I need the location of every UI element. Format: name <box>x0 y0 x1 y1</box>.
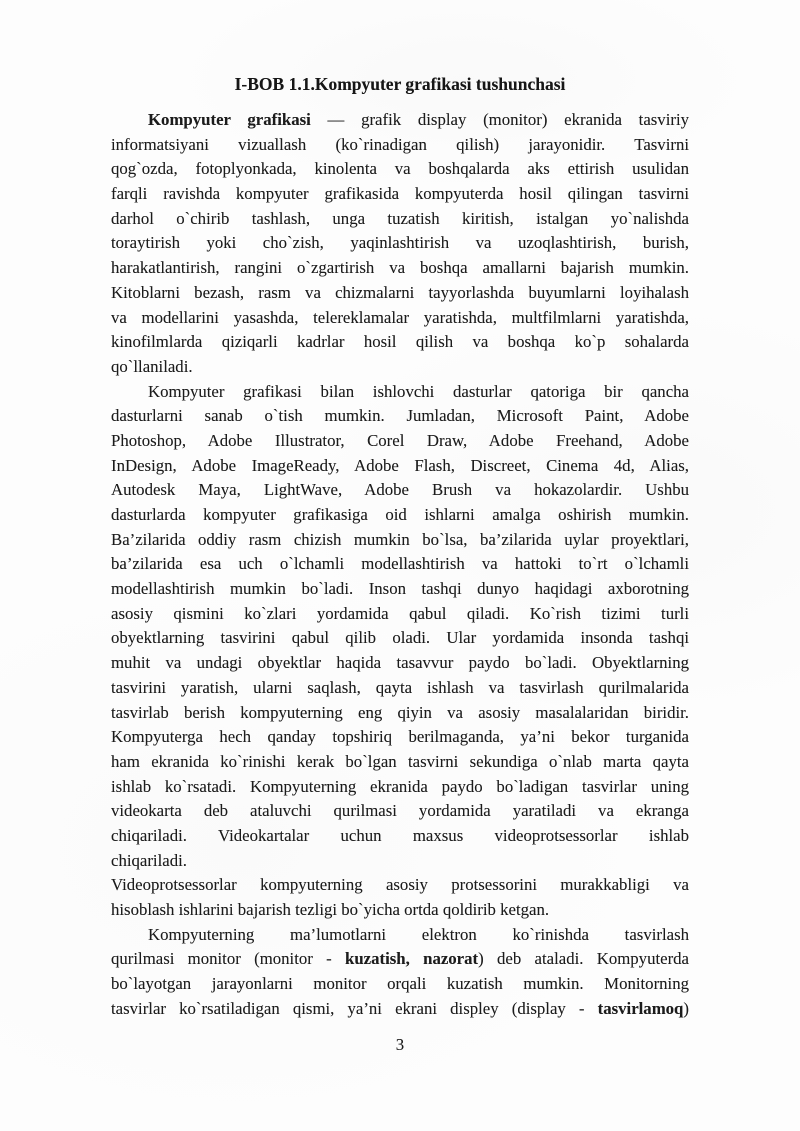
body-text: Photoshop, Adobe Illustrator, Corel Draw, Adobe Freehand, Adobe <box>111 430 689 450</box>
body-text: dasturlarda kompyuter grafikasiga oid ishlarni amalga oshirish mumkin. <box>111 505 689 524</box>
text-line <box>111 725 689 750</box>
body-text: dasturlarni sanab o`tish mumkin. Jumladan, Microsoft Paint, Adobe <box>111 406 689 426</box>
text-line <box>111 182 689 207</box>
bold-text: tasvirlamoq <box>597 998 684 1018</box>
page-number: 3 <box>395 1035 405 1054</box>
body-text: chiqariladi. Videokartalar uchun maxsus videoprotsessorlar ishlab <box>111 825 689 845</box>
text-line <box>111 528 689 553</box>
text-line <box>111 478 689 503</box>
body-text: ) <box>683 998 689 1018</box>
text-line <box>111 972 689 997</box>
text-line <box>111 380 689 405</box>
body-text: informatsiyani vizuallash (ko`rinadigan qilish) jarayonidir. Tasvirni <box>111 134 689 154</box>
text-line <box>111 676 689 701</box>
body-text: videokarta deb ataluvchi qurilmasi yordamida yaratiladi va ekranga <box>111 801 689 821</box>
body-text: Autodesk Maya, LightWave, Adobe Brush va hokazolardir. Ushbu <box>111 480 689 500</box>
text-line <box>111 898 689 923</box>
text-line <box>111 133 689 158</box>
body-text: Kompyuter grafikasi bilan ishlovchi dasturlar qatoriga bir qancha <box>148 381 689 401</box>
page-title: I-BOB 1.1.Kompyuter grafikasi tushunchasi <box>234 74 566 94</box>
text-line <box>111 947 689 972</box>
body-text: kinofilmlarda qiziqarli kadrlar hosil qilish va boshqa ko`p sohalarda <box>111 332 689 352</box>
body-text: qog`ozda, fotoplyonkada, kinolenta va boshqalarda aks ettirish usulidan <box>111 159 689 179</box>
text-line <box>111 207 689 232</box>
text-line <box>111 306 689 331</box>
text-line <box>111 454 689 479</box>
text-line <box>111 602 689 627</box>
body-text: qo`llaniladi. <box>111 356 193 376</box>
text-line <box>111 997 689 1022</box>
page-body <box>111 108 689 1021</box>
body-text: Videoprotsessorlar kompyuterning asosiy protsessorini murakkabligi va <box>111 875 689 895</box>
text-line <box>111 626 689 651</box>
text-line <box>111 256 689 281</box>
body-text: ) deb ataladi. Kompyuterda <box>478 949 689 969</box>
body-text: Kompyuterning ma’lumotlarni elektron ko`rinishda tasvirlash <box>148 924 689 944</box>
body-text: Kitoblarni bezash, rasm va chizmalarni tayyorlashda buyumlarni loyihalash <box>111 282 689 302</box>
text-line <box>111 330 689 355</box>
body-text: InDesign, Adobe ImageReady, Adobe Flash, Discreet, Cinema 4d, Alias, <box>111 455 689 475</box>
paragraph <box>111 923 689 1022</box>
body-text: hisoblash ishlarini bajarish tezligi bo`yicha ortda qoldirib ketgan. <box>111 900 550 919</box>
text-line <box>111 799 689 824</box>
body-text: darhol o`chirib tashlash, unga tuzatish kiritish, istalgan yo`nalishda <box>111 208 689 228</box>
text-line <box>111 824 689 849</box>
text-line <box>111 577 689 602</box>
body-text: tasvirlab berish kompyuterning eng qiyin va asosiy masalalaridan biridir. <box>111 702 689 722</box>
body-text: asosiy qismini ko`zlari yordamida qabul qiladi. Ko`rish tizimi turli <box>111 603 689 623</box>
body-text: muhit va undagi obyektlar haqida tasavvur paydo bo`ladi. Obyektlarning <box>111 653 689 673</box>
text-line <box>111 775 689 800</box>
body-text: ba’zilarida esa uch o`lchamli modellashtirish va hattoki to`rt o`lchamli <box>111 554 689 574</box>
bold-text: kuzatish, nazorat <box>345 949 479 969</box>
body-text: Kompyuterga hech qanday topshiriq berilmaganda, ya’ni bekor turganida <box>111 727 689 747</box>
body-text: bo`layotgan jarayonlarni monitor orqali kuzatish mumkin. Monitorning <box>111 974 689 994</box>
text-line <box>111 923 689 948</box>
body-text: ishlab ko`rsatadi. Kompyuterning ekranida paydo bo`ladigan tasvirlar uning <box>111 776 689 796</box>
text-line <box>111 503 689 528</box>
text-line <box>111 651 689 676</box>
body-text: tasvirini yaratish, ularni saqlash, qayta ishlash va tasvirlash qurilmalarida <box>111 677 689 697</box>
body-text: va modellarini yasashda, telereklamalar yaratishda, multfilmlarni yaratishda, <box>111 307 689 327</box>
body-text: tasvirlar ko`rsatiladigan qismi, ya’ni ekrani displey (display - <box>111 998 598 1018</box>
text-line <box>111 873 689 898</box>
paragraph <box>111 108 689 380</box>
text-line <box>111 701 689 726</box>
text-line <box>111 281 689 306</box>
body-text: ham ekranida ko`rinishi kerak bo`lgan tasvirni sekundiga o`nlab marta qayta <box>111 751 689 771</box>
body-text: — grafik display (monitor) ekranida tasviriy <box>310 110 689 129</box>
paragraph <box>111 380 689 874</box>
body-text: chiqariladi. <box>111 850 187 870</box>
text-line <box>111 849 689 874</box>
text-line <box>111 231 689 256</box>
body-text: obyektlarning tasvirini qabul qilib oladi. Ular yordamida insonda tashqi <box>111 628 689 648</box>
text-line <box>111 157 689 182</box>
body-text: modellashtirish mumkin bo`ladi. Inson tashqi dunyo haqidagi axborotning <box>111 579 689 599</box>
text-line <box>111 429 689 454</box>
body-text: toraytirish yoki cho`zish, yaqinlashtirish va uzoqlashtirish, burish, <box>111 233 689 253</box>
body-text: harakatlantirish, rangini o`zgartirish va boshqa amallarni bajarish mumkin. <box>111 258 689 278</box>
text-line <box>111 404 689 429</box>
body-text: qurilmasi monitor (monitor - <box>111 949 346 969</box>
paragraph <box>111 873 689 922</box>
text-line <box>111 750 689 775</box>
body-text: farqli ravishda kompyuter grafikasida kompyuterda hosil qilingan tasvirni <box>111 184 689 204</box>
text-line <box>111 355 689 380</box>
text-line <box>111 552 689 577</box>
bold-text: Kompyuter grafikasi <box>148 110 311 129</box>
body-text: Ba’zilarida oddiy rasm chizish mumkin bo`lsa, ba’zilarida uylar proyektlari, <box>111 529 689 549</box>
text-line <box>111 108 689 133</box>
